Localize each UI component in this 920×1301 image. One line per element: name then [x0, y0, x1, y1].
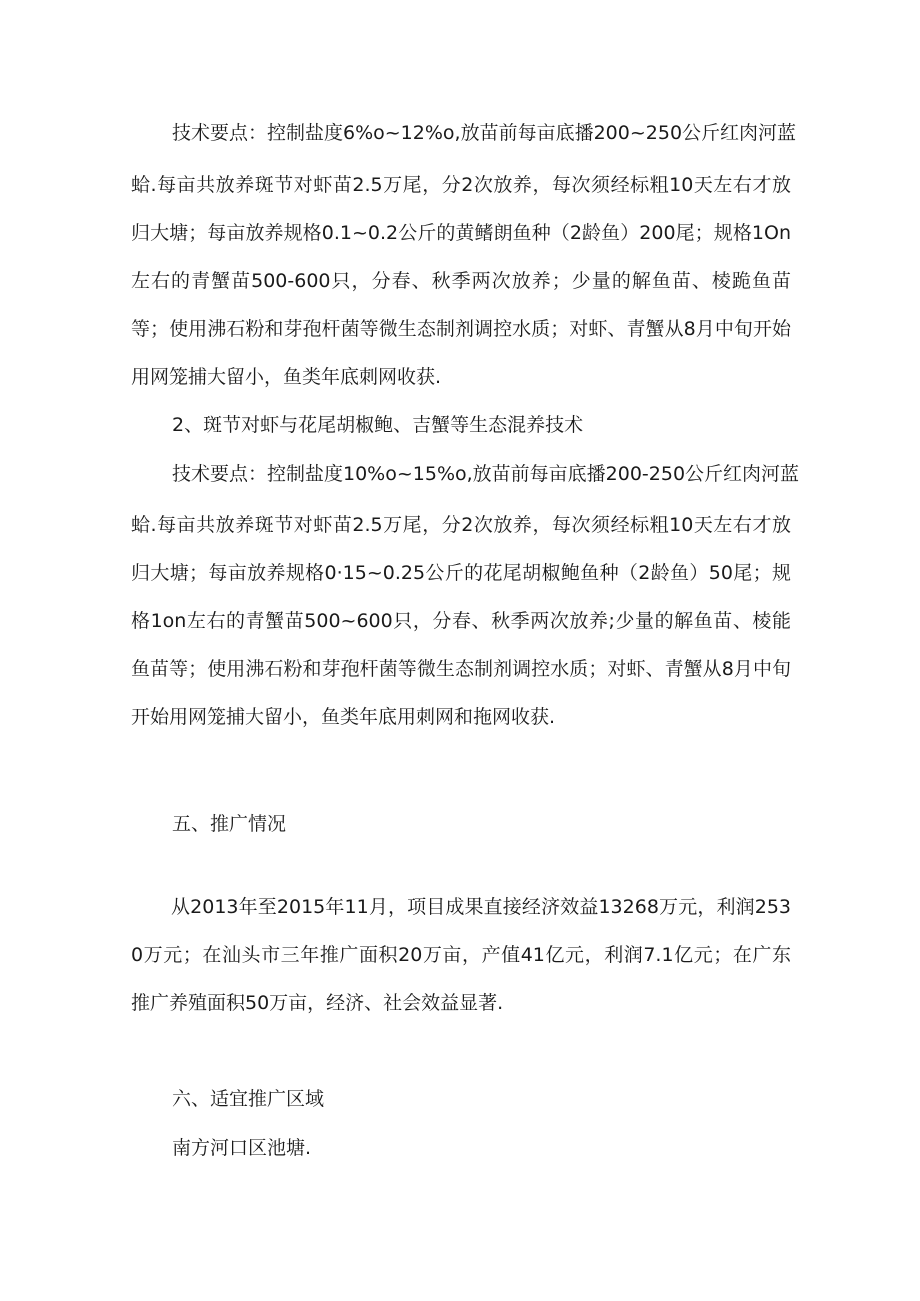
section-5-heading: 五、推广情况	[172, 813, 287, 835]
section-2-heading: 2、斑节对虾与花尾胡椒鲍、吉蟹等生态混养技术	[172, 414, 584, 436]
section-6-heading: 六、适宜推广区域	[172, 1088, 325, 1110]
section-6-body: 南方河口区池塘.	[172, 1137, 312, 1159]
tech-points-1-first-line: 技术要点：控制盐度6%o~12%o,放苗前每亩底播200~250公斤红肉河蓝	[172, 122, 797, 144]
tech-points-2-first-line: 技术要点：控制盐度10%o~15%o,放苗前每亩底播200-250公斤红肉河蓝	[172, 463, 800, 485]
tech-points-1-body: 蛤.每亩共放养斑节对虾苗2.5万尾，分2次放养，每次须经标粗10天左右才放归大塘；每亩放养规格0.1~0.2公斤的黄鳍朗鱼种（2龄鱼）200尾；规格1On左右的青蟹苗500-600只，分春、秋季两次放养；少量的解鱼苗、棱跪鱼苗等；使用沸石粉和芽孢杆菌等微生态制剂调控水质；对虾、青蟹从8月中旬开始用网笼捕大留小，鱼类年底刺网收获.	[131, 174, 791, 388]
section-5-body: 从2013年至2015年11月，项目成果直接经济效益13268万元，利润2530万元；在汕头市三年推广面积20万亩，产值41亿元，利润7.1亿元；在广东推广养殖面积50万亩，经济、社会效益显著.	[131, 896, 791, 1014]
tech-points-2-body: 蛤.每亩共放养斑节对虾苗2.5万尾，分2次放养，每次须经标粗10天左右才放归大塘；每亩放养规格0·15~0.25公斤的花尾胡椒鲍鱼种（2龄鱼）50尾；规格1on左右的青蟹苗500~600只，分春、秋季两次放养;少量的解鱼苗、棱能鱼苗等；使用沸石粉和芽孢杆菌等微生态制剂调控水质；对虾、青蟹从8月中旬开始用网笼捕大留小，鱼类年底用刺网和拖网收获.	[131, 514, 791, 728]
